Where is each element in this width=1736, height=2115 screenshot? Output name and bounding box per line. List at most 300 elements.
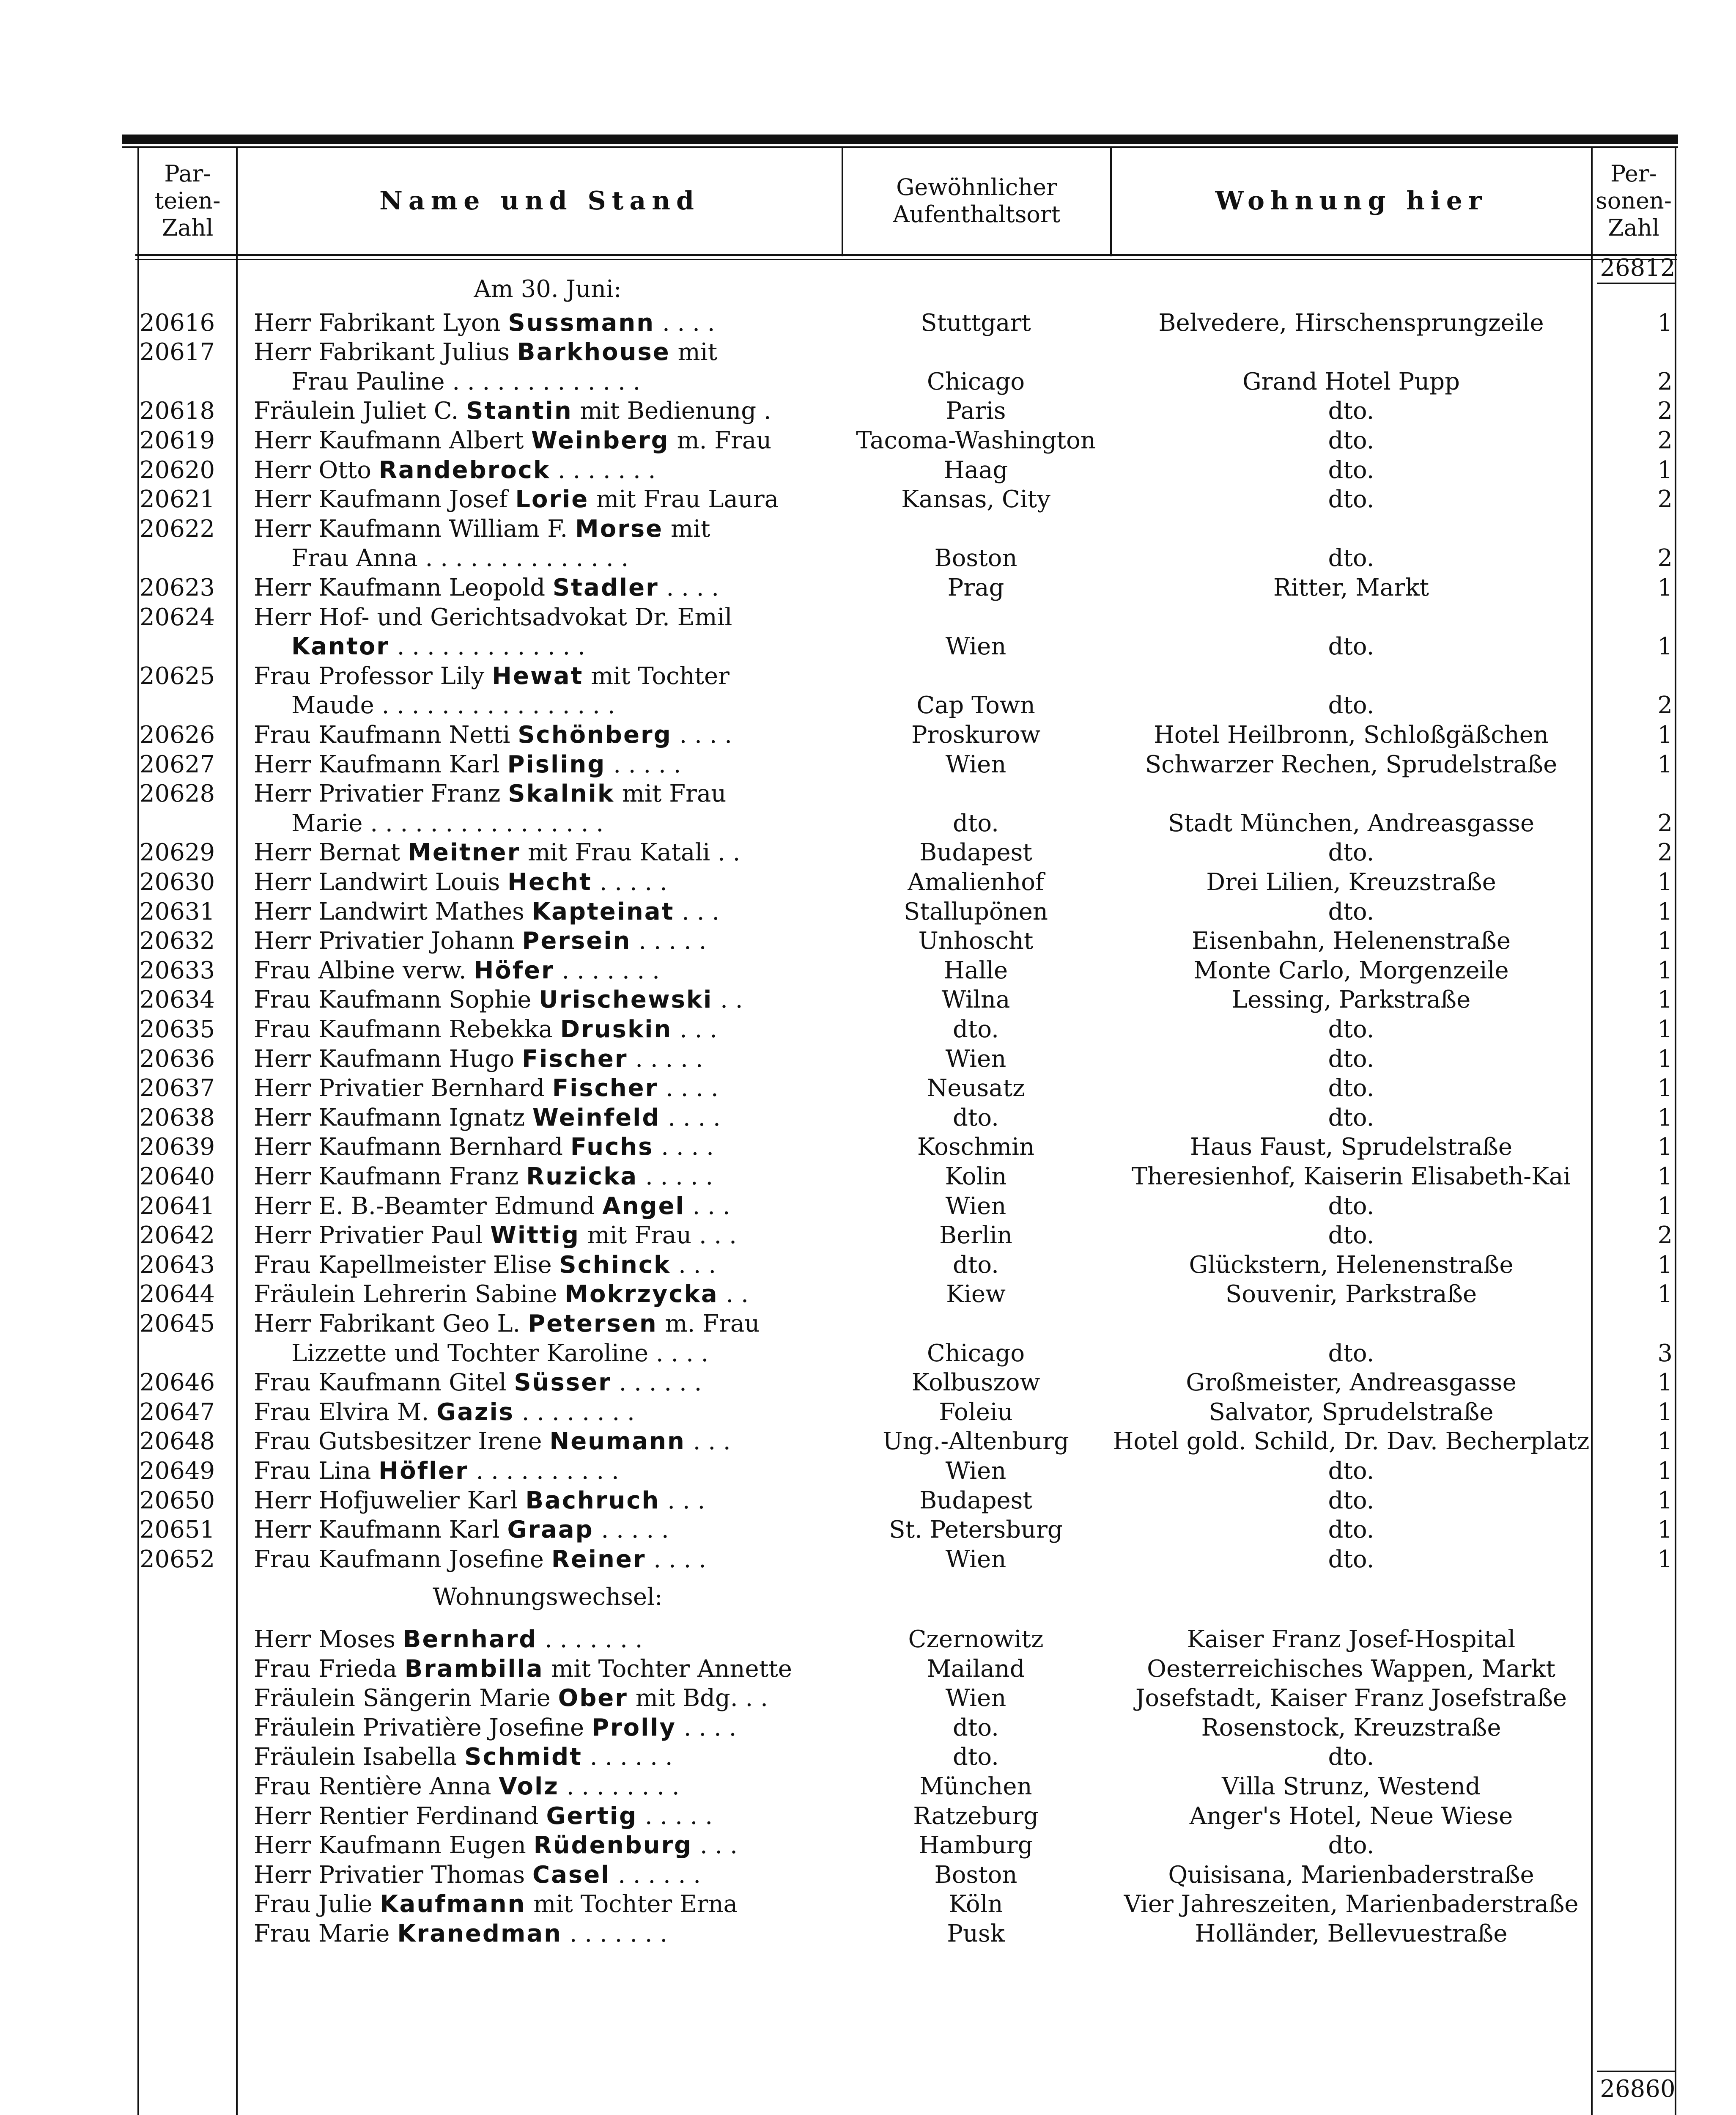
- lodging-address: dto.: [1328, 839, 1374, 867]
- surname: Brambilla: [404, 1655, 544, 1683]
- name-prefix: Herr Rentier Ferdinand: [254, 1802, 546, 1830]
- surname: Gazis: [436, 1398, 514, 1426]
- name-and-status: [254, 632, 842, 661]
- party-number: 20639: [140, 1133, 215, 1161]
- person-count: 1: [1657, 898, 1673, 926]
- name-and-status: [254, 809, 842, 838]
- name-suffix: . . . . .: [638, 1163, 713, 1190]
- surname: Bernhard: [403, 1626, 538, 1653]
- name-suffix: . . . . . . . .: [559, 1773, 680, 1800]
- lodging-address: dto.: [1328, 1339, 1374, 1367]
- name-prefix: Frau Lina: [254, 1457, 379, 1485]
- name-and-status: [254, 1192, 842, 1221]
- party-number: 20642: [140, 1222, 215, 1250]
- lodging-address: dto.: [1328, 898, 1374, 926]
- person-count: 1: [1657, 1192, 1673, 1220]
- header-col1-line1: Par-: [164, 160, 211, 187]
- surname: Stadler: [552, 574, 659, 602]
- surname: Angel: [602, 1192, 685, 1220]
- lodging-address: Theresienhof, Kaiserin Elisabeth-Kai: [1131, 1163, 1571, 1190]
- name-prefix: Frau Julie: [254, 1890, 380, 1918]
- lodging-address: dto.: [1328, 1104, 1374, 1132]
- name-suffix: . . . . .: [631, 927, 707, 955]
- name-suffix: . .: [718, 1280, 749, 1308]
- name-prefix: Herr Privatier Paul: [254, 1222, 491, 1250]
- party-number: 20631: [140, 898, 215, 926]
- usual-residence: dto.: [953, 1104, 999, 1132]
- carry-total: 26812: [1600, 254, 1676, 282]
- surname: Gertig: [546, 1802, 638, 1830]
- section-heading: Am 30. Juni:: [474, 275, 622, 303]
- person-count: 1: [1657, 1545, 1673, 1573]
- name-prefix: Herr Hof- und Gerichtsadvokat Dr. Emil: [254, 603, 732, 631]
- name-and-status: [254, 1545, 842, 1574]
- lodging-address: Oesterreichisches Wappen, Markt: [1147, 1655, 1555, 1683]
- surname: Kantor: [291, 633, 389, 661]
- header-col5-line3: Zahl: [1608, 214, 1659, 241]
- name-and-status: [254, 515, 842, 544]
- header-col5-line2: sonen-: [1596, 187, 1672, 214]
- party-number: 20616: [140, 309, 215, 337]
- name-and-status: [254, 691, 842, 720]
- lodging-address: Grand Hotel Pupp: [1242, 368, 1460, 396]
- final-total-rule-top: [1597, 2071, 1675, 2072]
- lodging-address: dto.: [1328, 1832, 1374, 1860]
- party-number: 20625: [140, 662, 215, 690]
- person-count: 1: [1657, 1016, 1673, 1043]
- usual-residence: Halle: [943, 956, 1008, 984]
- name-suffix: . . . .: [658, 574, 719, 602]
- header-party-number: [139, 148, 236, 254]
- usual-residence: Ung.-Altenburg: [883, 1428, 1069, 1456]
- surname: Kaufmann: [380, 1890, 526, 1918]
- name-prefix: Frau Kaufmann Josefine: [254, 1545, 551, 1573]
- header-col1-line3: Zahl: [162, 214, 214, 241]
- lodging-address: dto.: [1328, 1074, 1374, 1102]
- lodging-address: Villa Strunz, Westend: [1222, 1773, 1481, 1800]
- party-number: 20648: [140, 1428, 215, 1456]
- usual-residence: dto.: [953, 809, 999, 837]
- name-prefix: Frau Elvira M.: [254, 1398, 437, 1426]
- name-prefix: Herr Kaufmann Albert: [254, 427, 532, 454]
- name-and-status: [254, 485, 842, 514]
- name-and-status: [254, 986, 842, 1014]
- person-count: 2: [1657, 486, 1673, 514]
- name-prefix: Fräulein Privatière Josefine: [254, 1714, 592, 1741]
- name-suffix: . . . .: [676, 1714, 737, 1741]
- name-suffix: . . . . .: [637, 1802, 713, 1830]
- header-person-count: [1593, 148, 1675, 254]
- party-number: 20626: [140, 721, 215, 749]
- name-prefix: Herr Fabrikant Geo L.: [254, 1310, 528, 1338]
- name-and-status: [254, 780, 842, 808]
- person-count: 1: [1657, 1369, 1673, 1397]
- name-prefix: Frau Kaufmann Gitel: [254, 1369, 514, 1397]
- name-prefix: Herr Otto: [254, 456, 379, 484]
- surname: Schönberg: [518, 721, 672, 749]
- lodging-address: dto.: [1328, 1016, 1374, 1043]
- name-and-status: [254, 1486, 842, 1515]
- name-and-status: [254, 397, 842, 426]
- usual-residence: Prag: [947, 574, 1004, 602]
- name-and-status: [254, 338, 842, 367]
- name-suffix: . . . .: [660, 1104, 721, 1132]
- name-suffix: . . . . . . .: [562, 1920, 668, 1947]
- surname: Kranedman: [397, 1920, 562, 1947]
- name-prefix: Frau Frieda: [254, 1655, 405, 1683]
- party-number: 20651: [140, 1516, 215, 1544]
- surname: Petersen: [528, 1310, 658, 1338]
- person-count: 2: [1657, 427, 1673, 454]
- name-suffix: mit: [663, 515, 710, 543]
- lodging-address: Stadt München, Andreasgasse: [1168, 809, 1535, 837]
- header-col2-label: Name und Stand: [379, 186, 700, 216]
- usual-residence: Wien: [945, 1684, 1006, 1712]
- person-count: 2: [1657, 1222, 1673, 1250]
- lodging-address: Josefstadt, Kaiser Franz Josefstraße: [1135, 1684, 1567, 1712]
- top-rule-thick: [122, 135, 1678, 144]
- lodging-address: dto.: [1328, 692, 1374, 720]
- name-suffix: mit: [670, 338, 718, 366]
- lodging-address: Drei Lilien, Kreuzstraße: [1206, 868, 1496, 896]
- person-count: 1: [1657, 309, 1673, 337]
- surname: Neumann: [549, 1428, 686, 1456]
- person-count: 1: [1657, 1486, 1673, 1514]
- usual-residence: dto.: [953, 1016, 999, 1043]
- name-suffix: . . . .: [646, 1545, 706, 1573]
- usual-residence: St. Petersburg: [889, 1516, 1063, 1544]
- person-count: 1: [1657, 721, 1673, 749]
- surname: Ruzicka: [526, 1163, 638, 1190]
- name-suffix: . . .: [660, 1486, 705, 1514]
- name-prefix: Frau Professor Lily: [254, 662, 492, 690]
- person-count: 1: [1657, 1280, 1673, 1308]
- usual-residence: München: [919, 1773, 1032, 1800]
- name-and-status: [254, 1368, 842, 1397]
- surname: Prolly: [591, 1714, 676, 1741]
- lodging-address: Eisenbahn, Helenenstraße: [1192, 927, 1511, 955]
- name-and-status: [254, 1221, 842, 1250]
- lodging-address: dto.: [1328, 1222, 1374, 1250]
- header-rule-2: [135, 259, 1677, 260]
- party-number: 20623: [140, 574, 215, 602]
- usual-residence: Wien: [945, 1545, 1006, 1573]
- name-prefix: Frau Rentière Anna: [254, 1773, 499, 1800]
- name-prefix: Frau Kaufmann Sophie: [254, 986, 539, 1014]
- name-prefix: Fräulein Juliet C.: [254, 397, 466, 425]
- usual-residence: Proskurow: [911, 721, 1041, 749]
- name-suffix: . . .: [674, 898, 720, 926]
- surname: Bachruch: [525, 1486, 660, 1514]
- surname: Morse: [575, 515, 664, 543]
- lodging-address: Ritter, Markt: [1273, 574, 1429, 602]
- surname: Ober: [558, 1684, 628, 1712]
- lodging-address: dto.: [1328, 427, 1374, 454]
- party-number: 20638: [140, 1104, 215, 1132]
- lodging-address: dto.: [1328, 1457, 1374, 1485]
- name-and-status: [254, 1516, 842, 1544]
- party-number: 20624: [140, 603, 215, 631]
- person-count: 1: [1657, 1163, 1673, 1190]
- surname: Fischer: [552, 1074, 658, 1102]
- name-prefix: Herr Privatier Bernhard: [254, 1074, 552, 1102]
- party-number: 20633: [140, 956, 215, 984]
- lodging-address: Monte Carlo, Morgenzeile: [1193, 956, 1509, 984]
- party-number: 20641: [140, 1192, 215, 1220]
- lodging-address: dto.: [1328, 1743, 1374, 1771]
- surname: Volz: [499, 1773, 559, 1800]
- name-and-status: [254, 574, 842, 602]
- name-prefix: Herr Kaufmann Leopold: [254, 574, 553, 602]
- name-prefix: Herr Kaufmann Eugen: [254, 1832, 534, 1860]
- person-count: 1: [1657, 1104, 1673, 1132]
- name-suffix: . . . . . . .: [537, 1626, 643, 1653]
- surname: Urischewski: [539, 986, 713, 1014]
- name-and-status: [254, 898, 842, 926]
- name-prefix: Herr Privatier Thomas: [254, 1861, 532, 1889]
- person-count: 2: [1657, 839, 1673, 867]
- header-rule: [135, 254, 1677, 256]
- name-and-status: [254, 1133, 842, 1162]
- name-suffix: mit Tochter Annette: [543, 1655, 792, 1683]
- name-prefix: Herr Fabrikant Lyon: [254, 309, 508, 337]
- header-col3-line2: Aufenthaltsort: [893, 201, 1061, 228]
- usual-residence: dto.: [953, 1743, 999, 1771]
- party-number: 20647: [140, 1398, 215, 1426]
- name-suffix: m. Frau: [657, 1310, 760, 1338]
- name-and-status: [254, 838, 842, 867]
- name-and-status: [254, 1831, 842, 1860]
- person-count: 2: [1657, 544, 1673, 572]
- name-and-status: [254, 927, 842, 956]
- lodging-address: Rosenstock, Kreuzstraße: [1201, 1714, 1501, 1741]
- name-and-status: [254, 868, 842, 897]
- party-number: 20640: [140, 1163, 215, 1190]
- name-prefix: Herr Kaufmann Ignatz: [254, 1104, 532, 1132]
- person-count: 2: [1657, 809, 1673, 837]
- person-count: 2: [1657, 692, 1673, 720]
- name-suffix: mit Tochter: [583, 662, 730, 690]
- lodging-address: dto.: [1328, 633, 1374, 661]
- name-suffix: . . . . . . .: [550, 456, 656, 484]
- lodging-address: Großmeister, Andreasgasse: [1186, 1369, 1517, 1397]
- surname: Persein: [522, 927, 631, 955]
- name-and-status: [254, 1743, 842, 1772]
- name-and-status: [254, 309, 842, 338]
- surname: Hewat: [492, 662, 584, 690]
- surname: Sussmann: [508, 309, 655, 337]
- party-number: 20619: [140, 427, 215, 454]
- name-prefix: Herr E. B.-Beamter Edmund: [254, 1192, 603, 1220]
- usual-residence: Chicago: [927, 368, 1025, 396]
- lodging-address: Hotel gold. Schild, Dr. Dav. Becherplatz: [1113, 1428, 1590, 1456]
- lodging-address: Anger's Hotel, Neue Wiese: [1189, 1802, 1513, 1830]
- name-and-status: [254, 956, 842, 985]
- name-suffix: . . . .: [655, 309, 715, 337]
- usual-residence: Köln: [949, 1890, 1003, 1918]
- surname: Rüdenburg: [533, 1832, 693, 1860]
- person-count: 1: [1657, 633, 1673, 661]
- usual-residence: Wilna: [941, 986, 1010, 1014]
- surname: Randebrock: [378, 456, 551, 484]
- surname: Skalnik: [508, 780, 615, 808]
- col-rule-right: [1675, 146, 1676, 2115]
- name-suffix: . . . .: [653, 1133, 714, 1161]
- surname: Höfler: [378, 1457, 469, 1485]
- name-suffix: mit Frau . . .: [579, 1222, 737, 1250]
- usual-residence: Wien: [945, 1045, 1006, 1073]
- name-and-status: [254, 1104, 842, 1132]
- usual-residence: Stuttgart: [921, 309, 1031, 337]
- person-count: 1: [1657, 956, 1673, 984]
- name-and-status: [254, 1772, 842, 1801]
- name-and-status: [254, 1457, 842, 1486]
- lodging-address: Schwarzer Rechen, Sprudelstraße: [1145, 750, 1558, 778]
- surname: Kapteinat: [532, 898, 675, 926]
- name-and-status: [254, 544, 842, 573]
- lodging-address: Vier Jahreszeiten, Marienbaderstraße: [1124, 1890, 1579, 1918]
- usual-residence: Tacoma-Washington: [856, 427, 1096, 454]
- name-and-status: [254, 1015, 842, 1044]
- lodging-address: Salvator, Sprudelstraße: [1209, 1398, 1494, 1426]
- surname: Höfer: [474, 956, 554, 984]
- header-col3-line1: Gewöhnlicher: [896, 174, 1057, 201]
- header-name-and-status: [238, 148, 842, 254]
- usual-residence: Foleiu: [939, 1398, 1013, 1426]
- lodging-address: dto.: [1328, 1045, 1374, 1073]
- col-rule-4: [1591, 146, 1593, 2115]
- name-and-status: [254, 1920, 842, 1948]
- name-suffix: . . .: [685, 1428, 731, 1456]
- surname: Weinberg: [531, 427, 669, 454]
- person-count: 2: [1657, 368, 1673, 396]
- party-number: 20636: [140, 1045, 215, 1073]
- name-prefix: Marie . . . . . . . . . . . . . . . .: [254, 809, 604, 837]
- person-count: 1: [1657, 1045, 1673, 1073]
- usual-residence: Budapest: [919, 1486, 1032, 1514]
- person-count: 1: [1657, 1133, 1673, 1161]
- name-suffix: . . . .: [658, 1074, 719, 1102]
- party-number: 20627: [140, 750, 215, 778]
- surname: Schmidt: [464, 1743, 582, 1771]
- party-number: 20652: [140, 1545, 215, 1573]
- usual-residence: Stallupönen: [904, 898, 1048, 926]
- surname: Reiner: [551, 1545, 646, 1573]
- party-number: 20617: [140, 338, 215, 366]
- person-count: 1: [1657, 986, 1673, 1014]
- name-suffix: . . .: [672, 1016, 718, 1043]
- usual-residence: dto.: [953, 1714, 999, 1741]
- name-suffix: mit Frau Laura: [589, 486, 779, 514]
- name-suffix: mit Bedienung .: [572, 397, 771, 425]
- surname: Wittig: [490, 1222, 580, 1250]
- name-suffix: . . . . . .: [610, 1861, 701, 1889]
- surname: Weinfeld: [532, 1104, 661, 1132]
- person-count: 1: [1657, 1398, 1673, 1426]
- name-suffix: . . . . . . . . . .: [468, 1457, 619, 1485]
- surname: Lorie: [515, 486, 589, 514]
- lodging-address: dto.: [1328, 486, 1374, 514]
- lodging-address: dto.: [1328, 1486, 1374, 1514]
- name-and-status: [254, 1398, 842, 1427]
- name-and-status: [254, 662, 842, 691]
- name-and-status: [254, 1684, 842, 1713]
- name-suffix: . . . . .: [606, 750, 681, 778]
- surname: Pisling: [507, 750, 606, 778]
- name-prefix: [254, 633, 291, 660]
- person-count: 1: [1657, 1457, 1673, 1485]
- name-and-status: [254, 456, 842, 485]
- lodging-address: Quisisana, Marienbaderstraße: [1168, 1861, 1534, 1889]
- name-prefix: Herr Privatier Franz: [254, 780, 508, 808]
- carry-total-rule-bottom: [1597, 283, 1675, 284]
- party-number: 20630: [140, 868, 215, 896]
- name-prefix: Herr Kaufmann Bernhard: [254, 1133, 570, 1161]
- lodging-address: Haus Faust, Sprudelstraße: [1190, 1133, 1513, 1161]
- header-col1-line2: teien-: [154, 187, 221, 214]
- usual-residence: Wien: [945, 750, 1006, 778]
- name-and-status: [254, 1074, 842, 1103]
- name-suffix: . . . . . . . .: [514, 1398, 635, 1426]
- surname: Schinck: [559, 1251, 671, 1279]
- lodging-address: Belvedere, Hirschensprungzeile: [1158, 309, 1544, 337]
- person-count: 1: [1657, 574, 1673, 602]
- lodging-address: Souvenir, Parkstraße: [1225, 1280, 1477, 1308]
- name-prefix: Frau Kaufmann Netti: [254, 721, 518, 749]
- usual-residence: Kiew: [946, 1280, 1006, 1308]
- name-suffix: mit Frau: [614, 780, 727, 808]
- surname: Mokrzycka: [565, 1280, 719, 1308]
- name-prefix: Frau Kapellmeister Elise: [254, 1251, 559, 1279]
- name-prefix: Fräulein Sängerin Marie: [254, 1684, 558, 1712]
- usual-residence: Boston: [934, 544, 1017, 572]
- name-and-status: [254, 1162, 842, 1191]
- name-and-status: [254, 1890, 842, 1919]
- usual-residence: Amalienhof: [908, 868, 1044, 896]
- person-count: 1: [1657, 927, 1673, 955]
- usual-residence: Mailand: [927, 1655, 1025, 1683]
- lodging-address: Holländer, Bellevuestraße: [1195, 1920, 1508, 1947]
- person-count: 1: [1657, 1428, 1673, 1456]
- name-prefix: Frau Anna . . . . . . . . . . . . . .: [254, 544, 629, 572]
- usual-residence: Neusatz: [927, 1074, 1025, 1102]
- name-prefix: Herr Kaufmann Hugo: [254, 1045, 522, 1073]
- party-number: 20650: [140, 1486, 215, 1514]
- usual-residence: dto.: [953, 1251, 999, 1279]
- name-prefix: Herr Privatier Johann: [254, 927, 522, 955]
- name-prefix: Frau Gutsbesitzer Irene: [254, 1428, 550, 1456]
- lodging-address: dto.: [1328, 397, 1374, 425]
- name-and-status: [254, 1310, 842, 1338]
- name-prefix: Frau Marie: [254, 1920, 398, 1947]
- name-prefix: Herr Landwirt Mathes: [254, 898, 532, 926]
- party-number: 20628: [140, 780, 215, 808]
- name-suffix: . . . . . .: [582, 1743, 673, 1771]
- name-and-status: [254, 1045, 842, 1074]
- surname: Fischer: [522, 1045, 628, 1073]
- party-number: 20634: [140, 986, 215, 1014]
- col-rule-left: [137, 146, 139, 2115]
- name-suffix: . . . . . .: [611, 1369, 702, 1397]
- name-and-status: [254, 368, 842, 396]
- usual-residence: Hamburg: [919, 1832, 1033, 1860]
- surname: Meitner: [408, 839, 521, 867]
- name-prefix: Fräulein Isabella: [254, 1743, 465, 1771]
- party-number: 20632: [140, 927, 215, 955]
- usual-residence: Paris: [946, 397, 1006, 425]
- surname: Hecht: [507, 868, 592, 896]
- party-number: 20622: [140, 515, 215, 543]
